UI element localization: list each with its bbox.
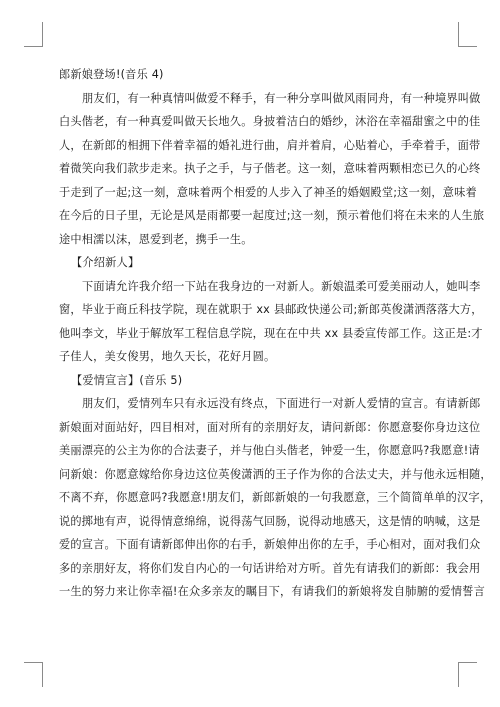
text-line: 多的亲朋好友，将你们发自内心的一句话讲给对方听。首先有请我们的新郎：我会用 (59, 561, 481, 575)
crop-mark-top-right (458, 22, 477, 47)
text-line: 途中相濡以沫，恩爱到老，携手一生。 (59, 232, 253, 246)
text-line: 问新娘：你愿意嫁给你身边这位英俊潇洒的王子作为你的合法丈夫，并与他永远相随， (59, 467, 492, 481)
text-line: 新娘面对面站好，四目相对，面对所有的亲朋好友，请问新郎：你愿意娶你身边这位 (59, 420, 481, 434)
text-line: 不离不弃，你愿意吗?我愿意!朋友们，新郎新娘的一句我愿意，三个简简单单的汉字， (59, 491, 492, 504)
crop-mark-top-left (24, 22, 43, 47)
text-line: 郎新娘登场!(音乐 4) (59, 68, 164, 81)
text-line: 在今后的日子里，无论是风是雨都要一起度过;这一刻，预示着他们将在未来的人生旅 (59, 209, 485, 222)
text-line: 于走到了一起;这一刻，意味着两个相爱的人步入了神圣的婚姻殿堂;这一刻，意味着 (59, 185, 477, 199)
paragraph-start-line: 下面请允许我介绍一下站在我身边的一对新人。新娘温柔可爱美丽动人，她叫李 (82, 279, 481, 293)
text-line: 一生的努力来让你幸福!在众多亲友的瞩目下，有请我们的新娘将发自肺腑的爱情誓言 (59, 585, 486, 598)
text-line: 他叫李文，毕业于解放军工程信息学院，现在在中共 xx 县委宣传部工作。这正是:才 (59, 326, 483, 340)
crop-mark-bottom-right (458, 662, 477, 687)
paragraph-start-line: 朋友们，爱情列车只有永远没有终点，下面进行一对新人爱情的宣言。有请新郎 (82, 397, 481, 410)
section-heading-love-declaration: 【爱情宣言】(音乐 5) (71, 373, 183, 387)
document-body (59, 63, 492, 604)
text-line: 美丽漂亮的公主为你的合法妻子，并与他白头偕老，钟爱一生，你愿意吗?我愿意!请 (59, 444, 480, 457)
text-line: 窗，毕业于商丘科技学院，现在就职于 xx 县邮政快递公司;新郎英俊潇洒落落大方， (59, 303, 483, 316)
text-line: 白头偕老，有一种真爱叫做天长地久。身披着洁白的婚纱，沐浴在幸福甜蜜之中的佳 (59, 115, 481, 128)
crop-mark-bottom-left (24, 662, 43, 687)
text-line: 人，在新郎的相拥下伴着幸福的婚礼进行曲，肩并着肩，心贴着心，手牵着手，面带 (59, 138, 481, 152)
text-line: 着微笑向我们款步走来。执子之手，与子偕老。这一刻，意味着两颗相恋已久的心终 (59, 162, 481, 175)
text-line: 子佳人，美女俊男，地久天长，花好月圆。 (59, 350, 276, 363)
section-heading-introduce-couple: 【介绍新人】 (71, 256, 140, 269)
text-line: 爱的宣言。下面有请新郎伸出你的右手，新娘伸出你的左手，手心相对，面对我们众 (59, 538, 481, 551)
paragraph-start-line: 朋友们，有一种真情叫做爱不释手，有一种分享叫做风雨同舟，有一种境界叫做 (82, 91, 481, 105)
text-line: 说的掷地有声，说得情意绵绵，说得荡气回肠，说得动地感天，这是情的呐喊，这是 (59, 514, 481, 528)
